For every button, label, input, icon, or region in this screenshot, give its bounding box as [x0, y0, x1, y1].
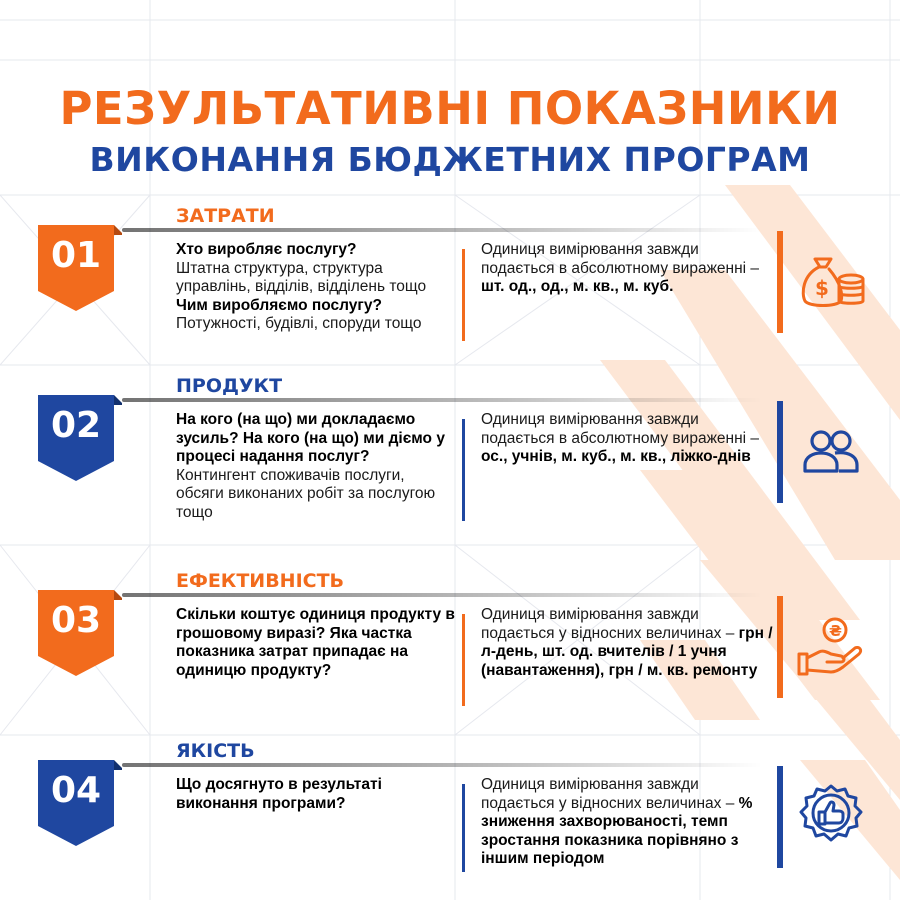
right-description: [481, 411, 773, 467]
svg-text:$: $: [815, 276, 829, 300]
section-title: ЕФЕКТИВНІСТЬ: [176, 570, 345, 592]
page-title-line2: ВИКОНАННЯ БЮДЖЕТНИХ ПРОГРАМ: [89, 140, 811, 179]
shadow-divider: [122, 228, 762, 232]
left-description: [176, 606, 456, 680]
unit-text: Одиниця вимірювання завжди подається у відносних величинах –: [481, 606, 735, 642]
section-quality: [0, 740, 900, 905]
section-title: ПРОДУКТ: [176, 375, 283, 397]
page-title-line1: РЕЗУЛЬТАТИВНІ ПОКАЗНИКИ: [59, 82, 841, 135]
column-divider: [462, 614, 465, 706]
unit-values: ос., учнів, м. куб., м. кв., ліжко-днів: [481, 448, 751, 465]
people-group-icon: [795, 419, 867, 485]
section-costs: [0, 205, 900, 370]
shadow-divider: [122, 398, 762, 402]
shadow-divider: [122, 593, 762, 597]
left-description: [176, 241, 456, 334]
left-description: [176, 776, 386, 813]
section-title: ЯКІСТЬ: [176, 740, 255, 762]
icon-accent-bar: [777, 401, 783, 503]
right-description: [481, 776, 773, 869]
left-description: [176, 411, 456, 522]
icon-accent-bar: [777, 596, 783, 698]
thumbs-up-badge-icon: [795, 784, 867, 850]
section-number: 02: [50, 405, 102, 446]
question-1: Що досягнуто в результаті виконання програми?: [176, 776, 382, 812]
answer-1: Штатна структура, структура управлінь, відділів, відділень тощо: [176, 259, 427, 295]
column-divider: [462, 249, 465, 341]
section-number-badge: [38, 395, 122, 481]
answer-1: Контингент споживачів послуги, обсяги виконаних робіт за послугою тощо: [176, 466, 436, 521]
question-2: Чим виробляємо послугу?: [176, 296, 382, 314]
unit-values: грн /л-день, шт. од. вчителів / 1 учня (навантаження), грн / м. кв. ремонту: [481, 624, 773, 679]
section-number-badge: [38, 225, 122, 311]
unit-values: шт. од., од., м. кв., м. куб.: [481, 278, 674, 295]
column-divider: [462, 784, 465, 872]
svg-text:₴: ₴: [829, 622, 842, 640]
shadow-divider: [122, 763, 762, 767]
section-number: 04: [50, 770, 102, 811]
icon-accent-bar: [777, 766, 783, 868]
unit-text: Одиниця вимірювання завжди подається у відносних величинах –: [481, 776, 735, 812]
question-1: Скільки коштує одиниця продукту в грошовому виразі? Яка частка показника затрат припадає на одиницю продукту?: [176, 606, 455, 679]
unit-text: Одиниця вимірювання завжди подається в абсолютному вираженні –: [481, 241, 760, 277]
money-bag-coins-icon: [795, 249, 867, 315]
section-efficiency: [0, 570, 900, 735]
icon-accent-bar: [777, 231, 783, 333]
section-title: ЗАТРАТИ: [176, 205, 275, 227]
right-description: [481, 606, 773, 680]
hand-coin-icon: [795, 614, 867, 680]
unit-values: % зниження захворюваності, темп зростання показника порівняно з іншим періодом: [481, 794, 753, 867]
question-1: Хто виробляє послугу?: [176, 241, 357, 258]
right-description: [481, 241, 773, 297]
question-1: На кого (на що) ми докладаємо зусиль? На кого (на що) ми діємо у процесі надання послуг?: [176, 411, 445, 465]
section-number: 01: [50, 235, 102, 276]
column-divider: [462, 419, 465, 521]
answer-2: Потужності, будівлі, споруди тощо: [176, 315, 422, 332]
section-number-badge: [38, 760, 122, 846]
unit-text: Одиниця вимірювання завжди подається в абсолютному вираженні –: [481, 411, 760, 447]
section-product: [0, 375, 900, 540]
section-number-badge: [38, 590, 122, 676]
section-number: 03: [50, 600, 102, 641]
